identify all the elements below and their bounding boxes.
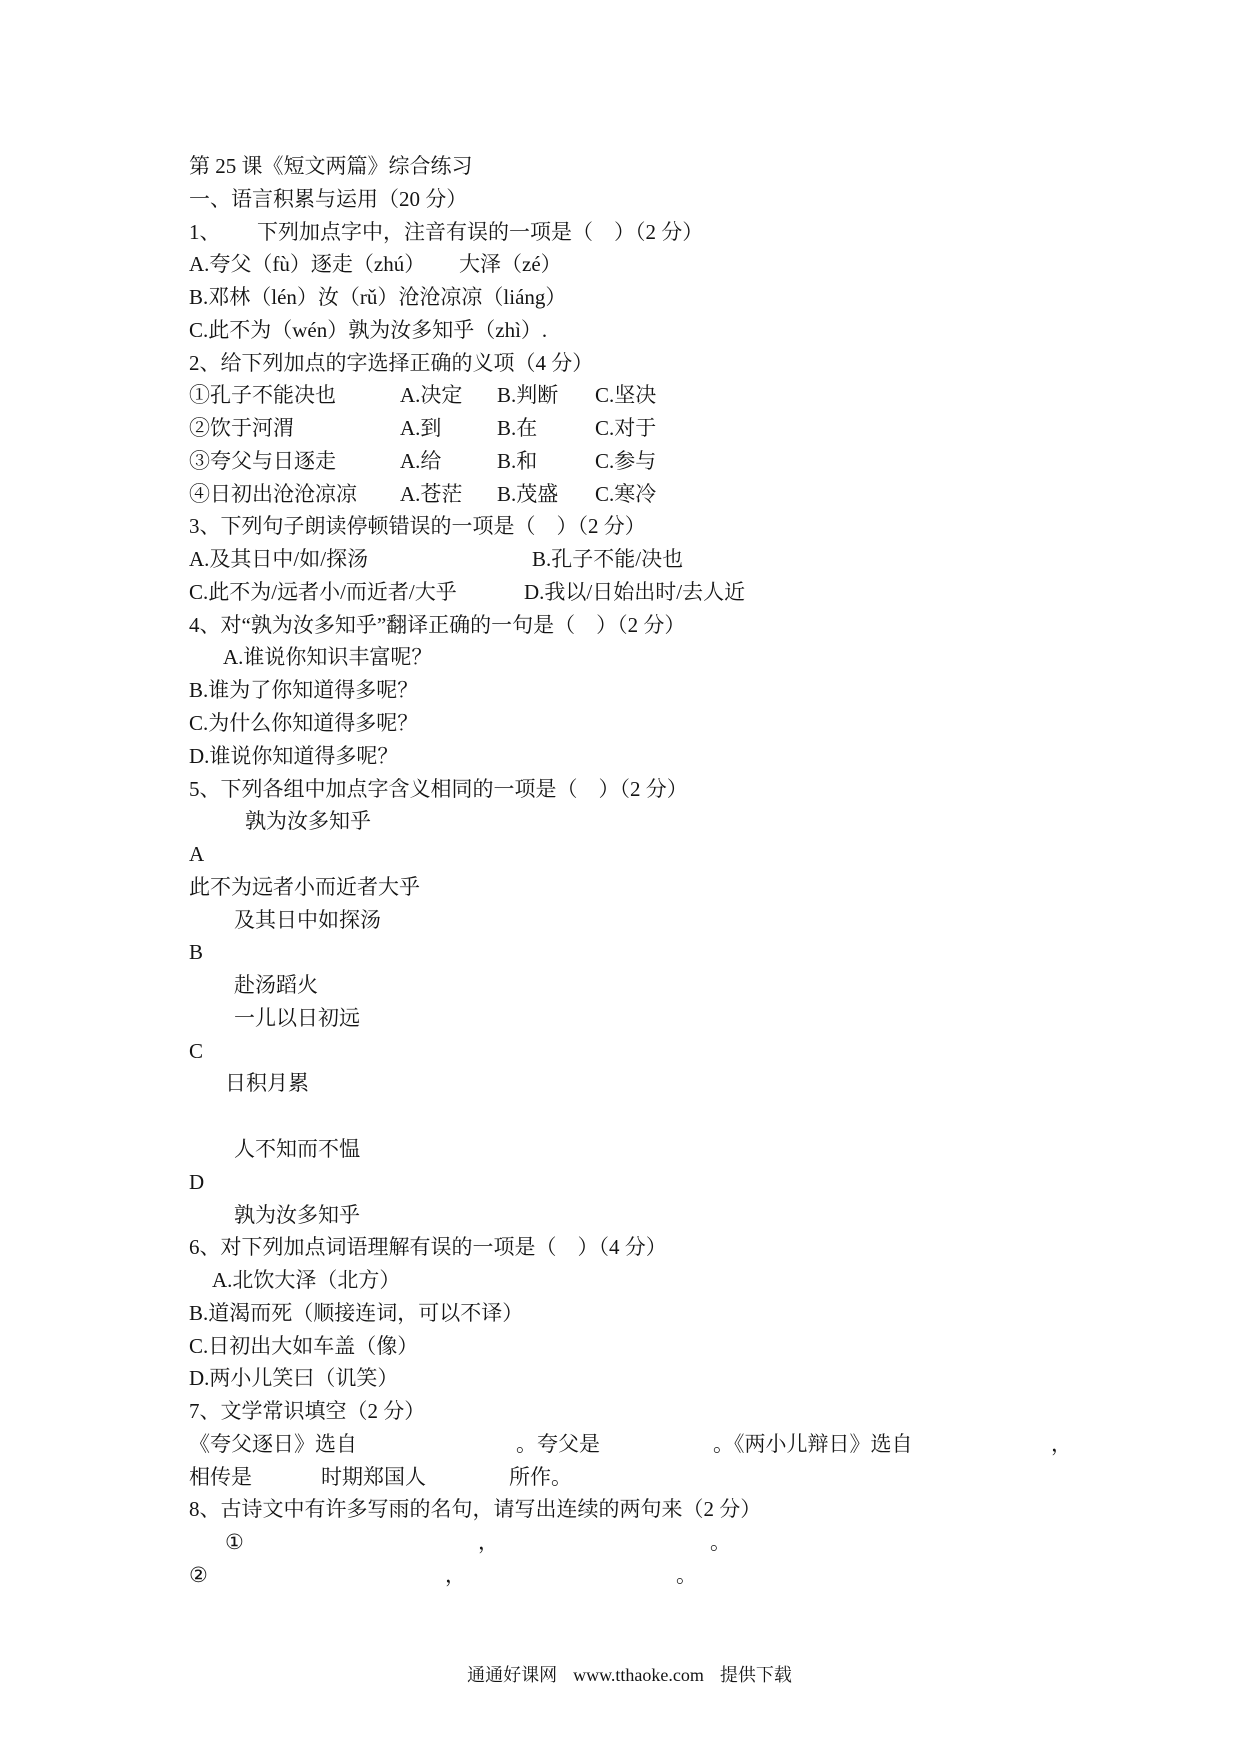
question-2-choice-a: A.决定	[400, 383, 463, 408]
question-2-choice-b: B.判断	[497, 383, 559, 408]
question-2-sentence: ③夸父与日逐走	[189, 448, 336, 473]
question-2-choice-c: C.对于	[595, 416, 657, 441]
question-5-group-d-second: 孰为汝多知乎	[234, 1202, 360, 1227]
question-7-fill-line-2	[189, 1461, 1189, 1494]
question-2-choice-c: C.坚决	[595, 383, 657, 408]
question-3-option-d: D.我以/日始出时/去人近	[524, 579, 746, 604]
question-6-stem: 6、对下列加点词语理解有误的一项是（ ）（4 分）	[189, 1235, 667, 1260]
question-8-comma: ，	[445, 1562, 466, 1587]
question-5-group-c-label: C	[189, 1038, 204, 1063]
question-8-marker: ①	[225, 1530, 244, 1555]
footer-note: 提供下载	[719, 1665, 792, 1685]
question-1-option-a-extra: 大泽（zé）	[459, 252, 562, 277]
question-1-option-a-text: A.夸父（fù）逐走（zhú）	[189, 252, 426, 277]
question-8-blank-2	[189, 1559, 1189, 1592]
question-1-option-a	[189, 248, 1189, 281]
question-2-item	[189, 478, 1189, 511]
question-4-option-b: B.谁为了你知道得多呢？	[189, 678, 419, 703]
question-2-choice-b: B.和	[497, 448, 538, 473]
footer-site-name: 通通好课网	[467, 1665, 558, 1685]
question-1	[189, 216, 1189, 249]
question-6-option-c: C.日初出大如车盖（像）	[189, 1333, 419, 1358]
question-4-option-a: A.谁说你知识丰富呢？	[223, 645, 433, 670]
question-5-group-b-label: B	[189, 940, 204, 965]
question-8-comma: ，	[478, 1530, 499, 1555]
question-4-option-d: D.谁说你知道得多呢？	[189, 743, 399, 768]
worksheet-body	[189, 150, 1189, 1592]
question-7-text: 时期郑国人	[321, 1464, 426, 1489]
question-2-item	[189, 445, 1189, 478]
question-7-text: 相传是	[189, 1464, 252, 1489]
question-4-stem: 4、对“孰为汝多知乎”翻译正确的一句是（ ）（2 分）	[189, 612, 686, 637]
question-2-choice-a: A.给	[400, 448, 442, 473]
question-2-sentence: ①孔子不能决也	[189, 383, 336, 408]
question-7-text: 所作。	[509, 1464, 572, 1489]
question-6-option-a: A.北饮大泽（北方）	[212, 1268, 401, 1293]
question-3-options-ab	[189, 543, 1189, 576]
question-5-group-a-first: 孰为汝多知乎	[245, 809, 371, 834]
question-5-group-d-label: D	[189, 1169, 205, 1194]
question-2-sentence: ②饮于河渭	[189, 416, 294, 441]
question-2-choice-c: C.参与	[595, 448, 657, 473]
question-8-marker: ②	[189, 1562, 208, 1587]
page-footer	[10, 1639, 1240, 1687]
question-7-stem: 7、文学常识填空（2 分）	[189, 1399, 426, 1424]
question-7-fill-line-1	[189, 1428, 1189, 1461]
question-2-choice-b: B.在	[497, 416, 538, 441]
question-6-option-b: B.道渴而死（顺接连词，可以不译）	[189, 1300, 524, 1325]
question-2-item	[189, 412, 1189, 445]
question-2-choice-b: B.茂盛	[497, 481, 559, 506]
question-3-stem: 3、下列句子朗读停顿错误的一项是（ ）（2 分）	[189, 514, 646, 539]
question-7-text: 。夸父是	[516, 1431, 600, 1456]
question-5-group-b-second: 赴汤蹈火	[234, 973, 318, 998]
question-5-group-c-first: 一儿以日初远	[234, 1005, 360, 1030]
question-7-text: ，	[1051, 1431, 1072, 1456]
question-6-option-d: D.两小儿笑曰（讥笑）	[189, 1366, 399, 1391]
question-3-option-a: A.及其日中/如/探汤	[189, 547, 369, 572]
question-2-choice-a: A.苍茫	[400, 481, 463, 506]
question-1-number: 1、	[189, 219, 221, 244]
question-4-option-c: C.为什么你知道得多呢？	[189, 711, 419, 736]
question-2-choice-a: A.到	[400, 416, 442, 441]
question-5-group-c-second: 日积月累	[225, 1071, 309, 1096]
question-1-stem: 下列加点字中，注音有误的一项是（ ）（2 分）	[257, 219, 704, 244]
section-heading: 一、语言积累与运用（20 分）	[189, 186, 468, 211]
footer-url: www.tthaoke.com	[573, 1665, 704, 1685]
question-2-stem: 2、给下列加点的字选择正确的义项（4 分）	[189, 350, 594, 375]
question-5-stem: 5、下列各组中加点字含义相同的一项是（ ）（2 分）	[189, 776, 688, 801]
question-7-text: 。《两小儿辩日》选自	[713, 1431, 913, 1456]
question-1-option-b: B.邓林（lén）汝（rǔ）沧沧凉凉（liáng）	[189, 285, 567, 310]
question-2-choice-c: C.寒冷	[595, 481, 657, 506]
question-5-group-a-second: 此不为远者小而近者大乎	[189, 874, 420, 899]
question-8-blank-1	[189, 1526, 1189, 1559]
question-1-option-c: C.此不为（wén）孰为汝多知乎（zhì）.	[189, 317, 548, 342]
question-5-group-a-label: A	[189, 842, 205, 867]
blank-line	[189, 1100, 1189, 1133]
question-3-options-cd	[189, 576, 1189, 609]
page-title: 第 25 课《短文两篇》综合练习	[189, 154, 473, 178]
question-5-group-b-first: 及其日中如探汤	[234, 907, 381, 932]
question-8-stem: 8、古诗文中有许多写雨的名句，请写出连续的两句来（2 分）	[189, 1497, 762, 1522]
question-7-text: 《夸父逐日》选自	[189, 1431, 357, 1456]
question-3-option-b: B.孔子不能/决也	[532, 547, 684, 572]
question-5-group-d-first: 人不知而不愠	[234, 1136, 360, 1161]
question-3-option-c: C.此不为/远者小/而近者/大乎	[189, 579, 457, 604]
question-2-sentence: ④日初出沧沧凉凉	[189, 481, 357, 506]
question-2-item	[189, 379, 1189, 412]
question-8-period: 。	[676, 1562, 697, 1587]
question-8-period: 。	[710, 1530, 731, 1555]
